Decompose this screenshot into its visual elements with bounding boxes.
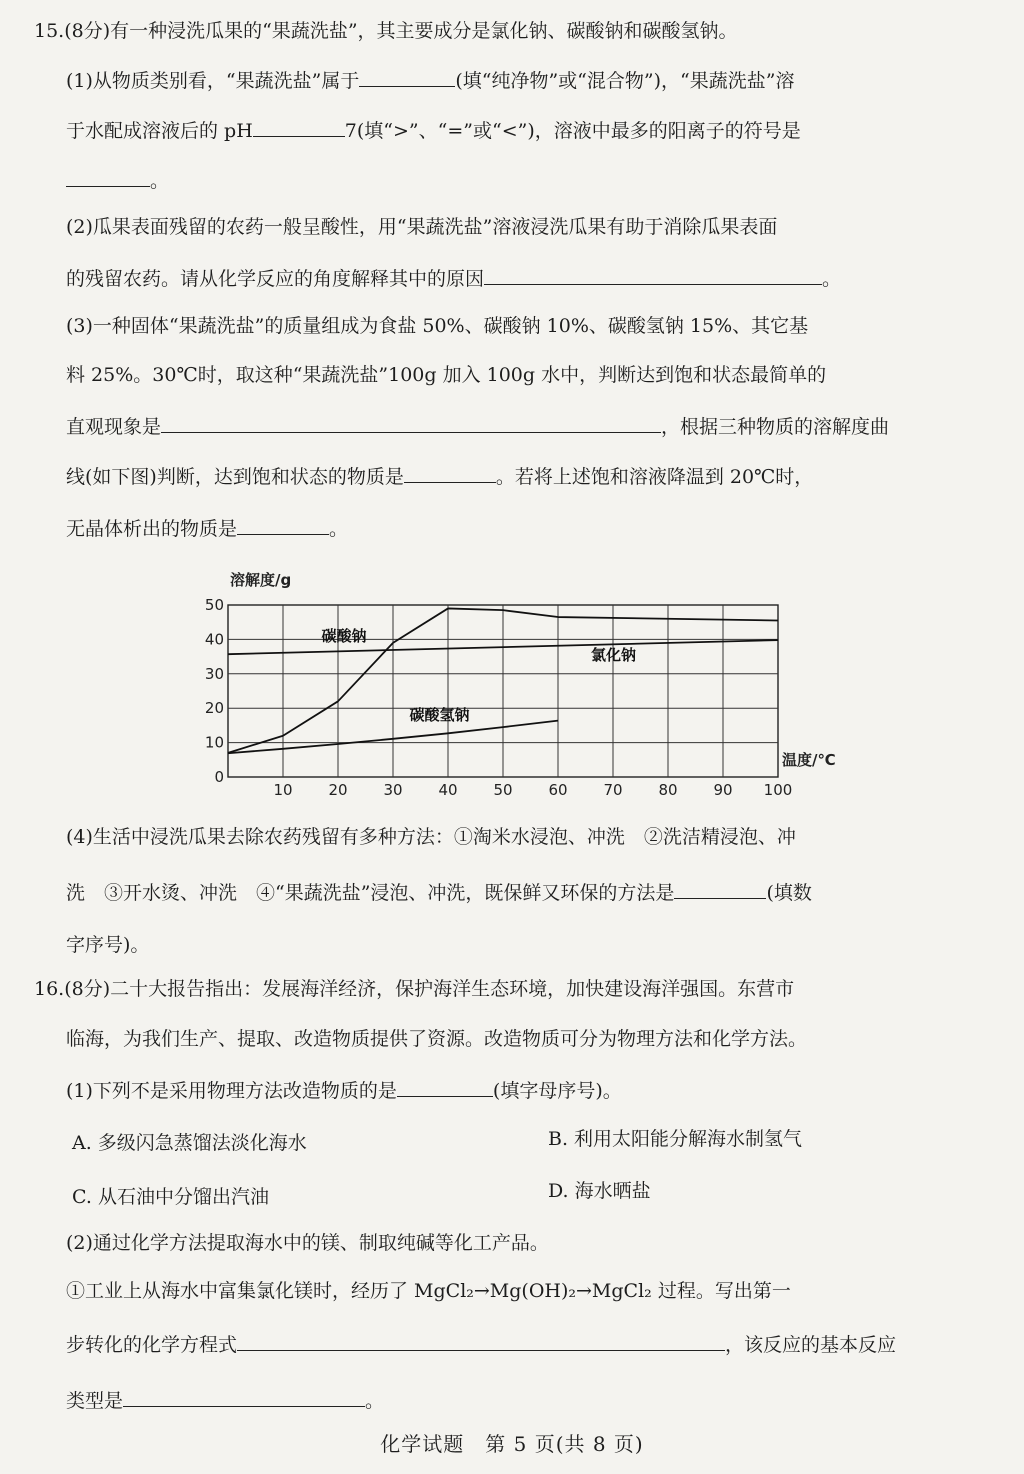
- q15-part3-line2: 料 25%。30℃时，取这种“果蔬洗盐”100g 加入 100g 水中，判断达到饱和状态最简单的: [66, 364, 827, 386]
- answer-blank[interactable]: [237, 1330, 725, 1351]
- solubility-chart: [190, 565, 870, 805]
- sodium-chloride-label: 氯化钠: [591, 646, 637, 665]
- q15-part3-line1: (3)一种固体“果蔬洗盐”的质量组成为食盐 50%、碳酸钠 10%、碳酸氢钠 15%、其它基: [66, 315, 809, 337]
- chart-labels: [230, 571, 836, 769]
- x-tick-label: 10: [273, 781, 293, 799]
- page-footer: 化学试题 第 5 页(共 8 页): [380, 1432, 644, 1456]
- x-tick-label: 80: [658, 781, 678, 799]
- answer-blank[interactable]: [123, 1386, 365, 1407]
- x-tick-label: 90: [713, 781, 733, 799]
- q16-sub1-line1: ①工业上从海水中富集氯化镁时，经历了 MgCl₂→Mg(OH)₂→MgCl₂ 过程。写出第一: [66, 1280, 791, 1302]
- x-tick-label: 60: [548, 781, 568, 799]
- chart-grid: [228, 605, 778, 777]
- q15-part3-line5: 无晶体析出的物质是 。: [66, 514, 994, 542]
- x-tick-label: 30: [383, 781, 403, 799]
- answer-blank[interactable]: [237, 514, 329, 535]
- q15-part4-line1: (4)生活中浸洗瓜果去除农药残留有多种方法：①淘米水浸泡、冲洗 ②洗洁精浸泡、冲: [66, 826, 796, 848]
- answer-blank[interactable]: [397, 1076, 493, 1097]
- x-tick-label: 40: [438, 781, 458, 799]
- q16-part1: (1)下列不是采用物理方法改造物质的是 (填字母序号)。: [66, 1076, 994, 1104]
- q16-sub1-line2: 步转化的化学方程式 ，该反应的基本反应: [66, 1330, 994, 1358]
- x-tick-label: 100: [763, 781, 793, 799]
- q15-part3-line4: 线(如下图)判断，达到饱和状态的物质是 。若将上述饱和溶液降温到 20℃时，: [66, 462, 994, 490]
- q15-part1-line2: 于水配成溶液后的 pH 7(填“>”、“=”或“<”)，溶液中最多的阳离子的符号是: [66, 116, 994, 144]
- option-b[interactable]: B. 利用太阳能分解海水制氢气: [548, 1128, 803, 1150]
- answer-blank[interactable]: [484, 264, 822, 285]
- option-c[interactable]: C. 从石油中分馏出汽油: [72, 1186, 269, 1208]
- q15-part4-line3: 字序号)。: [66, 934, 150, 956]
- answer-blank[interactable]: [674, 878, 766, 899]
- x-axis-label: 温度/℃: [782, 751, 836, 769]
- answer-blank[interactable]: [66, 166, 150, 187]
- q15-part2-line2: 的残留农药。请从化学反应的角度解释其中的原因 。: [66, 264, 994, 292]
- x-tick-label: 20: [328, 781, 348, 799]
- answer-blank[interactable]: [161, 412, 661, 433]
- y-tick-label: 20: [204, 699, 224, 718]
- q15-part3-line3: 直观现象是 ，根据三种物质的溶解度曲: [66, 412, 994, 440]
- q15-part1-line1: (1)从物质类别看，“果蔬洗盐”属于 (填“纯净物”或“混合物”)，“果蔬洗盐”溶: [66, 66, 994, 94]
- q15-header: 15.(8分)有一种浸洗瓜果的“果蔬洗盐”，其主要成分是氯化钠、碳酸钠和碳酸氢钠。: [34, 20, 738, 42]
- y-axis-label: 溶解度/g: [230, 571, 292, 589]
- y-tick-label: 0: [214, 768, 224, 786]
- option-d[interactable]: D. 海水晒盐: [548, 1180, 651, 1202]
- y-tick-label: 40: [204, 630, 224, 649]
- sodium-carbonate-label: 碳酸钠: [321, 627, 367, 646]
- sodium-bicarbonate-label: 碳酸氢钠: [409, 706, 470, 725]
- q15-part4-line2: 洗 ③开水烫、冲洗 ④“果蔬洗盐”浸泡、冲洗，既保鲜又环保的方法是 (填数: [66, 878, 994, 906]
- q16-line2: 临海，为我们生产、提取、改造物质提供了资源。改造物质可分为物理方法和化学方法。: [66, 1028, 808, 1050]
- q15-part2-line1: (2)瓜果表面残留的农药一般呈酸性，用“果蔬洗盐”溶液浸洗瓜果有助于消除瓜果表面: [66, 216, 778, 238]
- q16-header: 16.(8分)二十大报告指出：发展海洋经济，保护海洋生态环境，加快建设海洋强国。东营市: [34, 978, 795, 1000]
- answer-blank[interactable]: [404, 462, 496, 483]
- option-a[interactable]: A. 多级闪急蒸馏法淡化海水: [72, 1132, 307, 1154]
- q15-part1-line3: 。: [66, 166, 994, 194]
- answer-blank[interactable]: [253, 116, 345, 137]
- y-tick-label: 50: [204, 596, 224, 614]
- x-tick-label: 50: [493, 781, 513, 799]
- y-tick-label: 10: [204, 733, 224, 752]
- q16-part2: (2)通过化学方法提取海水中的镁、制取纯碱等化工产品。: [66, 1232, 549, 1254]
- y-tick-label: 30: [204, 664, 224, 683]
- chart-ticks: [205, 596, 792, 799]
- answer-blank[interactable]: [359, 66, 455, 87]
- q16-sub1-line3: 类型是 。: [66, 1386, 994, 1414]
- x-tick-label: 70: [603, 781, 623, 799]
